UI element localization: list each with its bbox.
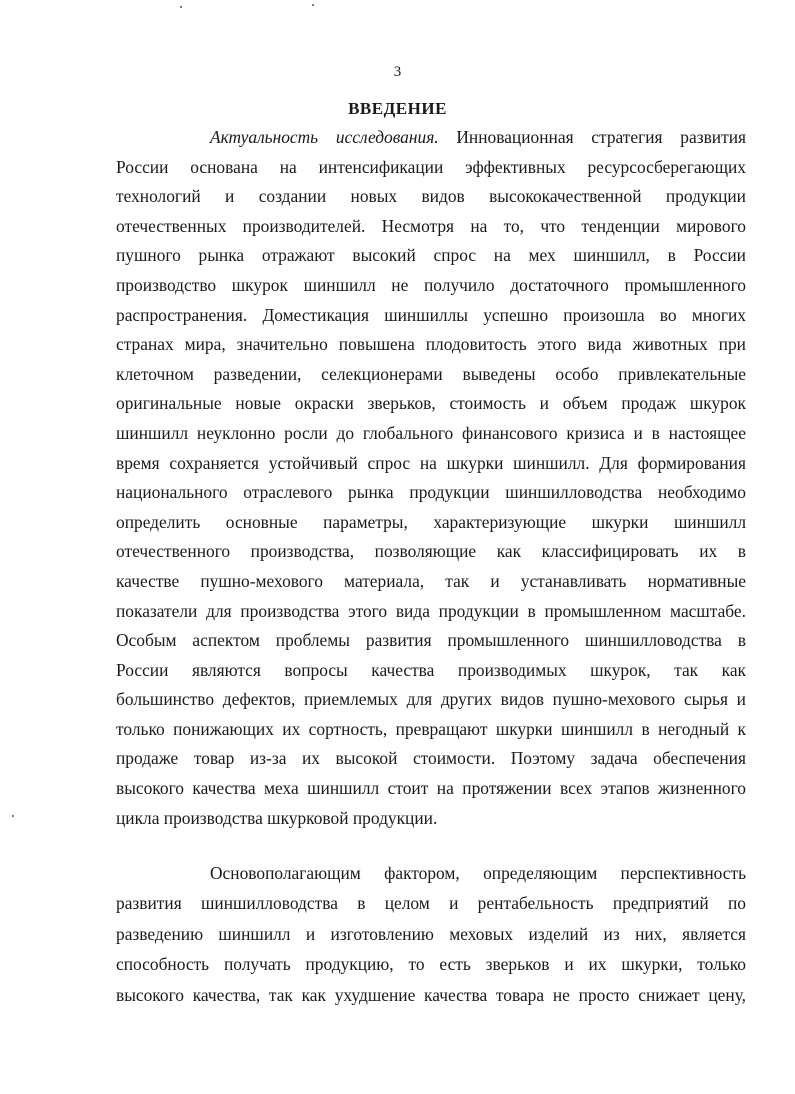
paragraph-line: показатели для производства этого вида продукции в промышленном масштабе.: [116, 600, 746, 621]
paragraph-line: продаже товар из-за их высокой стоимости. Поэтому задача обеспечения: [116, 748, 746, 769]
paragraph-line: только понижающих их сортность, превращают шкурки шиншилл в негодный к: [116, 718, 746, 739]
paragraph-line: время сохраняется устойчивый спрос на шкурки шиншилл. Для формирования: [116, 452, 746, 473]
scan-artifact-dot: [180, 6, 182, 8]
paragraph-line: высокого качества, так как ухудшение качества товара не просто снижает цену,: [116, 984, 746, 1005]
paragraph-line: производство шкурок шиншилл не получило достаточного промышленного: [116, 274, 746, 295]
paragraph-line: распространения. Доместикация шиншиллы успешно произошла во многих: [116, 304, 746, 325]
paragraph-relevance: [116, 123, 746, 833]
paragraph-line: разведению шиншилл и изготовлению меховых изделий из них, является: [116, 923, 746, 944]
paragraph-line: Особым аспектом проблемы развития промышленного шиншилловодства в: [116, 630, 746, 651]
paragraph-line: странах мира, значительно повышена плодовитость этого вида животных при: [116, 334, 746, 355]
paragraph-line: Основополагающим фактором, определяющим перспективность: [210, 863, 746, 883]
paragraph-line: высокого качества меха шиншилл стоит на протяжении всех этапов жизненного: [116, 778, 746, 799]
scan-artifact-dot: [12, 815, 14, 817]
paragraph-line: отечественных производителей. Несмотря на то, что тенденции мирового: [116, 215, 746, 236]
relevance-lead: Актуальность исследования.: [210, 127, 439, 147]
paragraph-line: технологий и создании новых видов высококачественной продукции: [116, 186, 746, 207]
paragraph-line: большинство дефектов, приемлемых для других видов пушно-мехового сырья и: [116, 689, 746, 710]
section-heading: ВВЕДЕНИЕ: [348, 99, 447, 118]
page-number: 3: [393, 64, 402, 80]
paragraph-key-factor: [116, 858, 746, 1010]
scan-artifact-dot: [312, 4, 314, 6]
paragraph-line: отечественного производства, позволяющие как классифицировать их в: [116, 541, 746, 562]
paragraph-line: качестве пушно-мехового материала, так и устанавливать нормативные: [116, 570, 746, 591]
paragraph-line: национального отраслевого рынка продукции шиншилловодства необходимо: [116, 482, 746, 503]
paragraph-line: пушного рынка отражают высокий спрос на мех шиншилл, в России: [116, 245, 746, 266]
paragraph-line: определить основные параметры, характеризующие шкурки шиншилл: [116, 511, 746, 532]
paragraph-line: цикла производства шкурковой продукции.: [116, 807, 438, 828]
paragraph-line: России основана на интенсификации эффективных ресурсосберегающих: [116, 156, 746, 177]
paragraph-line: России являются вопросы качества производимых шкурок, так как: [116, 659, 746, 680]
paragraph-line: развития шиншилловодства в целом и рентабельность предприятий по: [116, 893, 746, 914]
paragraph-line: шиншилл неуклонно росли до глобального финансового кризиса и в настоящее: [116, 422, 746, 443]
paragraph-line: оригинальные новые окраски зверьков, стоимость и объем продаж шкурок: [116, 393, 746, 414]
paragraph-line: клеточном разведении, селекционерами выведены особо привлекательные: [116, 363, 746, 384]
paragraph-line: способность получать продукцию, то есть зверьков и их шкурки, только: [116, 954, 746, 975]
paragraph-line-text: Инновационная стратегия развития: [438, 127, 746, 147]
paragraph-line: [116, 123, 746, 153]
